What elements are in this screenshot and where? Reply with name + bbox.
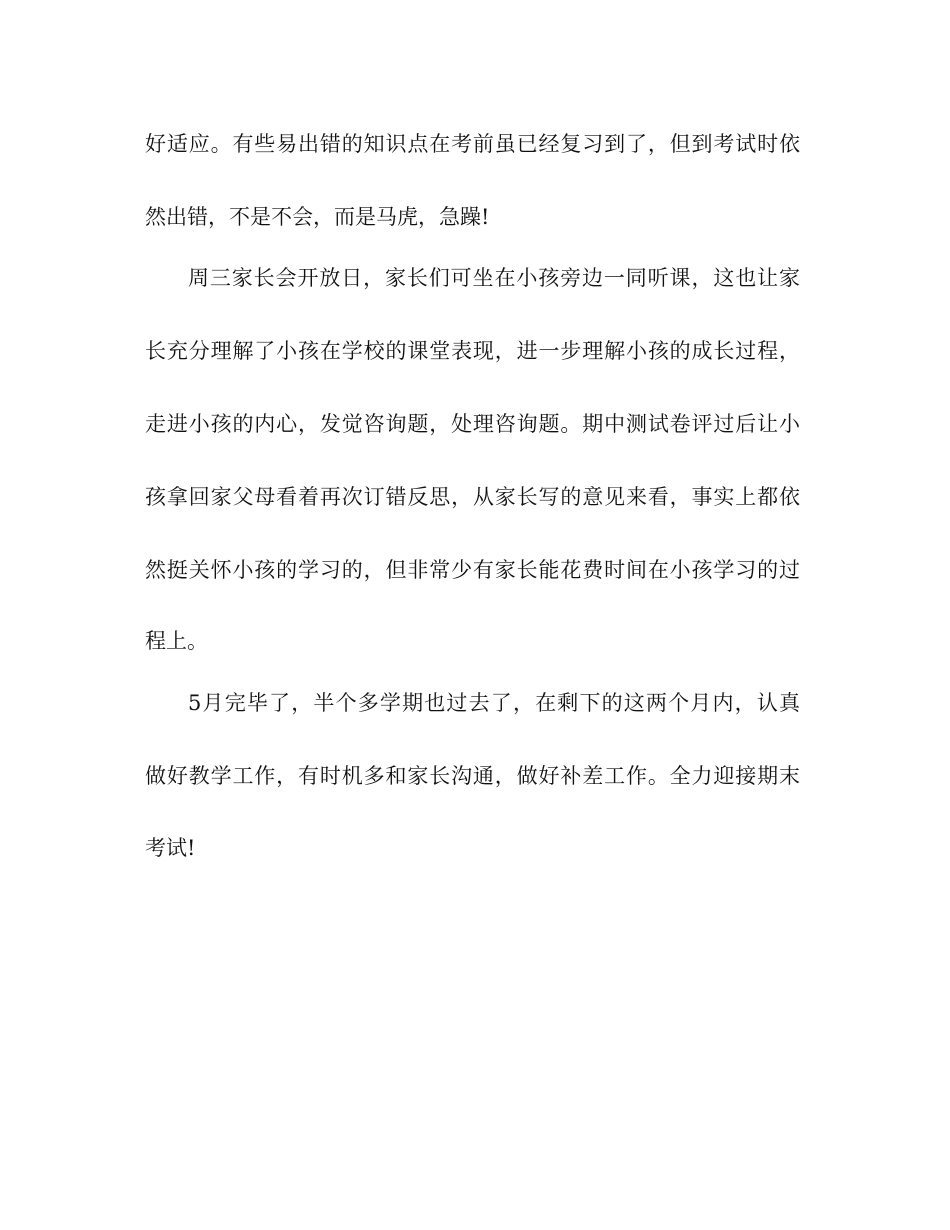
paragraph-line-4: 长充分理解了小孩在学校的课堂表现，进一步理解小孩的成长过程，	[145, 339, 800, 363]
paragraph-line-9: 5月完毕了，半个多学期也过去了，在剩下的这两个月内，认真	[188, 691, 800, 715]
paragraph-line-3: 周三家长会开放日，家长们可坐在小孩旁边一同听课，这也让家	[188, 266, 800, 290]
paragraph-line-1: 好适应。有些易出错的知识点在考前虽已经复习到了，但到考试时依	[145, 132, 800, 156]
paragraph-line-6: 孩拿回家父母看着再次订错反思，从家长写的意见来看，事实上都依	[145, 485, 800, 509]
paragraph-line-10: 做好教学工作，有时机多和家长沟通，做好补差工作。全力迎接期末	[145, 764, 800, 788]
paragraph-line-2: 然出错，不是不会，而是马虎，急躁!	[145, 205, 490, 229]
paragraph-line-5: 走进小孩的内心，发觉咨询题，处理咨询题。期中测试卷评过后让小	[145, 412, 800, 436]
paragraph-line-7: 然挺关怀小孩的学习的，但非常少有家长能花费时间在小孩学习的过	[145, 558, 800, 582]
paragraph-line-11: 考试!	[145, 836, 196, 860]
paragraph-line-8: 程上。	[145, 629, 208, 653]
